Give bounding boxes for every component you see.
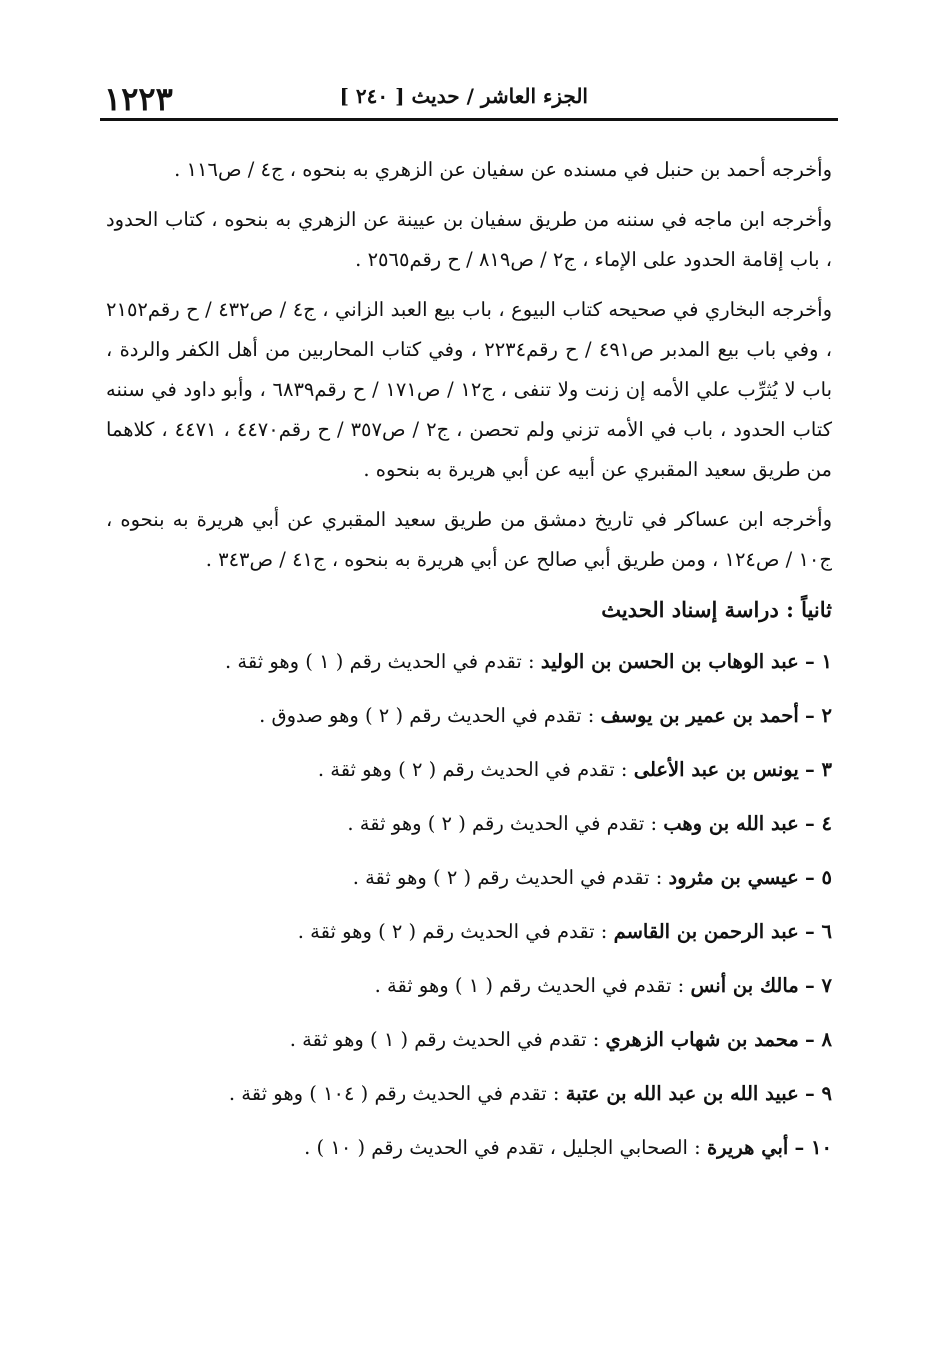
narrator-note: : تقدم في الحديث رقم ( ١ ) وهو ثقة . (289, 1028, 600, 1051)
narrator-note: : تقدم في الحديث رقم ( ١ ) وهو ثقة . (374, 974, 685, 997)
narrator-note: : تقدم في الحديث رقم ( ٢ ) وهو ثقة . (297, 920, 608, 943)
narrator-number: ٨ – (804, 1028, 832, 1051)
narrator-number: ١٠ – (794, 1136, 832, 1159)
narrator-note: : الصحابي الجليل ، تقدم في الحديث رقم ( ١٠ ) . (304, 1136, 701, 1159)
narrator-list (106, 642, 832, 1182)
narrator-note: : تقدم في الحديث رقم ( ٢ ) وهو صدوق . (259, 704, 595, 727)
narrator-item (106, 804, 832, 858)
paragraph-ibn-majah: وأخرجه ابن ماجه في سننه من طريق سفيان بن عيينة عن الزهري به بنحوه ، كتاب الحدود ، باب إقامة الحدود على الإماء ، ج٢ / ص٨١٩ / ح رقم٢٥٦٥ . (106, 208, 832, 271)
section-title: ثانياً : دراسة إسناد الحديث (601, 597, 832, 622)
header-rule (100, 118, 838, 121)
page-header (100, 72, 838, 122)
narrator-item (106, 858, 832, 912)
narrator-number: ٦ – (804, 920, 832, 943)
paragraph-bukhari: وأخرجه البخاري في صحيحه كتاب البيوع ، باب بيع العبد الزاني ، ج٤ / ص٤٣٢ / ح رقم٢١٥٢ ، وفي باب بيع المدبر ص٤٩١ / ح رقم٢٢٣٤ ، وفي كتاب المحاربين من أهل الكفر والردة ، باب لا يُثرِّب علي الأمه إن زنت ولا تنفى ، ج١٢ / ص١٧١ / ح رقم٦٨٣٩ ، وأبو داود في سننه كتاب الحدود ، باب في الأمه تزني ولم تحصن ، ج٢ / ص٣٥٧ / ح رقم٤٤٧٠ ، ٤٤٧١ ، كلاهما من طريق سعيد المقبري عن أبيه عن أبي هريرة به بنحوه . (106, 298, 833, 481)
narrator-name: عبد الوهاب بن الحسن بن الوليد (540, 650, 799, 673)
narrator-number: ١ – (804, 650, 832, 673)
narrator-note: : تقدم في الحديث رقم ( ٢ ) وهو ثقة . (352, 866, 663, 889)
narrator-note: : تقدم في الحديث رقم ( ٢ ) وهو ثقة . (347, 812, 658, 835)
narrator-name: أبي هريرة (706, 1136, 789, 1159)
running-head: الجزء العاشر / حديث [ ٢٤٠ ] (339, 84, 588, 108)
narrator-item (106, 966, 832, 1020)
narrator-name: عبد الرحمن بن القاسم (613, 920, 799, 943)
narrator-name: مالك بن أنس (690, 974, 799, 997)
narrator-note: : تقدم في الحديث رقم ( ١٠٤ ) وهو ثقة . (228, 1082, 560, 1105)
narrator-number: ٧ – (804, 974, 832, 997)
narrator-item (106, 1128, 832, 1182)
page-number: ١٢٢٣ (104, 80, 173, 118)
narrator-item (106, 642, 832, 696)
narrator-name: محمد بن شهاب الزهري (605, 1028, 799, 1051)
narrator-number: ٣ – (804, 758, 832, 781)
narrator-number: ٩ – (804, 1082, 832, 1105)
narrator-item (106, 1074, 832, 1128)
paragraph-ibn-asakir: وأخرجه ابن عساكر في تاريخ دمشق من طريق سعيد المقبري عن أبي هريرة به بنحوه ، ج١٠ / ص١٢٤ ، ومن طريق أبي صالح عن أبي هريرة به بنحوه ، ج٤١ / ص٣٤٣ . (106, 508, 832, 571)
paragraph-ahmad: وأخرجه أحمد بن حنبل في مسنده عن سفيان عن الزهري به بنحوه ، ج٤ / ص١١٦ . (174, 158, 832, 181)
narrator-name: يونس بن عبد الأعلى (633, 758, 799, 781)
narrator-note: : تقدم في الحديث رقم ( ١ ) وهو ثقة . (224, 650, 535, 673)
narrator-item (106, 696, 832, 750)
narrator-item (106, 912, 832, 966)
narrator-number: ٤ – (804, 812, 832, 835)
narrator-number: ٢ – (804, 704, 832, 727)
narrator-note: : تقدم في الحديث رقم ( ٢ ) وهو ثقة . (317, 758, 628, 781)
narrator-name: عيسي بن مثرود (668, 866, 799, 889)
narrator-name: أحمد بن عمير بن يوسف (600, 704, 799, 727)
narrator-name: عبيد الله بن عبد الله بن عتبة (565, 1082, 799, 1105)
page-body (106, 150, 832, 1182)
narrator-item (106, 750, 832, 804)
narrator-item (106, 1020, 832, 1074)
narrator-name: عبد الله بن وهب (663, 812, 799, 835)
narrator-number: ٥ – (804, 866, 832, 889)
